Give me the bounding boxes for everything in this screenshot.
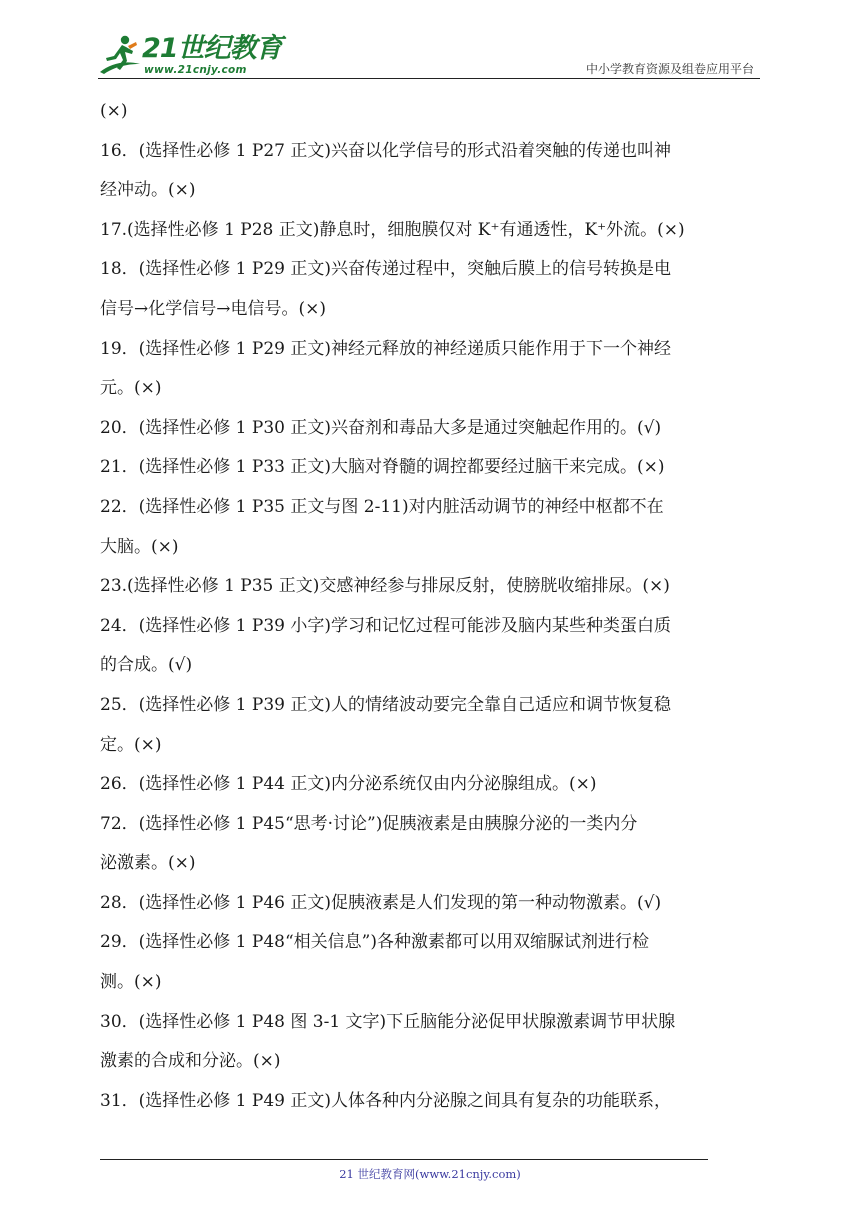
text-line: 22．(选择性必修 1 P35 正文与图 2-11)对内脏活动调节的神经中枢都不在 xyxy=(100,496,664,517)
text-line: 29．(选择性必修 1 P48“相关信息”)各种激素都可以用双缩脲试剂进行检 xyxy=(100,932,649,953)
text-line: 定。(×) xyxy=(100,734,162,755)
runner-logo-icon xyxy=(98,34,142,76)
logo-text: 21世纪教育 xyxy=(142,33,282,64)
text-line: 28．(选择性必修 1 P46 正文)促胰液素是人们发现的第一种动物激素。(√) xyxy=(100,892,662,913)
text-line: 泌激素。(×) xyxy=(100,853,196,874)
text-line: 的合成。(√) xyxy=(100,655,193,676)
page-header xyxy=(98,30,760,80)
text-line: 经冲动。(×) xyxy=(100,180,196,201)
text-line: 激素的合成和分泌。(×) xyxy=(100,1051,281,1072)
text-line: 31．(选择性必修 1 P49 正文)人体各种内分泌腺之间具有复杂的功能联系， xyxy=(100,1090,671,1111)
text-line: 20．(选择性必修 1 P30 正文)兴奋剂和毒品大多是通过突触起作用的。(√) xyxy=(100,417,662,438)
text-line: 测。(×) xyxy=(100,972,162,993)
text-line: 18．(选择性必修 1 P29 正文)兴奋传递过程中，突触后膜上的信号转换是电 xyxy=(100,259,671,280)
footer-divider xyxy=(100,1159,708,1160)
header-divider xyxy=(98,78,760,79)
text-line: 元。(×) xyxy=(100,378,162,399)
text-line: 16．(选择性必修 1 P27 正文)兴奋以化学信号的形式沿着突触的传递也叫神 xyxy=(100,140,671,161)
text-line: 17.(选择性必修 1 P28 正文)静息时，细胞膜仅对 K⁺有通透性，K⁺外流。(×) xyxy=(100,219,685,240)
text-line: 24．(选择性必修 1 P39 小字)学习和记忆过程可能涉及脑内某些种类蛋白质 xyxy=(100,615,671,636)
text-line: 26．(选择性必修 1 P44 正文)内分泌系统仅由内分泌腺组成。(×) xyxy=(100,774,597,795)
text-line: 72．(选择性必修 1 P45“思考·讨论”)促胰液素是由胰腺分泌的一类内分 xyxy=(100,813,638,834)
question-list xyxy=(100,92,762,1121)
text-line: (×) xyxy=(100,101,128,121)
text-line: 大脑。(×) xyxy=(100,536,179,557)
text-line: 23.(选择性必修 1 P35 正文)交感神经参与排尿反射，使膀胱收缩排尿。(×) xyxy=(100,576,670,597)
site-tagline: 中小学教育资源及组卷应用平台 xyxy=(585,62,754,76)
text-line: 信号→化学信号→电信号。(×) xyxy=(100,298,326,319)
logo-url: www.21cnjy.com xyxy=(144,64,247,76)
site-logo xyxy=(98,33,282,78)
text-line: 25．(选择性必修 1 P39 正文)人的情绪波动要完全靠自己适应和调节恢复稳 xyxy=(100,694,671,715)
text-line: 30．(选择性必修 1 P48 图 3-1 文字)下丘脑能分泌促甲状腺激素调节甲状腺 xyxy=(100,1011,676,1032)
page-footer: 21 世纪教育网(www.21cnjy.com) xyxy=(339,1167,521,1181)
text-line: 19．(选择性必修 1 P29 正文)神经元释放的神经递质只能作用于下一个神经 xyxy=(100,338,671,359)
text-line: 21．(选择性必修 1 P33 正文)大脑对脊髓的调控都要经过脑干来完成。(×) xyxy=(100,457,665,478)
